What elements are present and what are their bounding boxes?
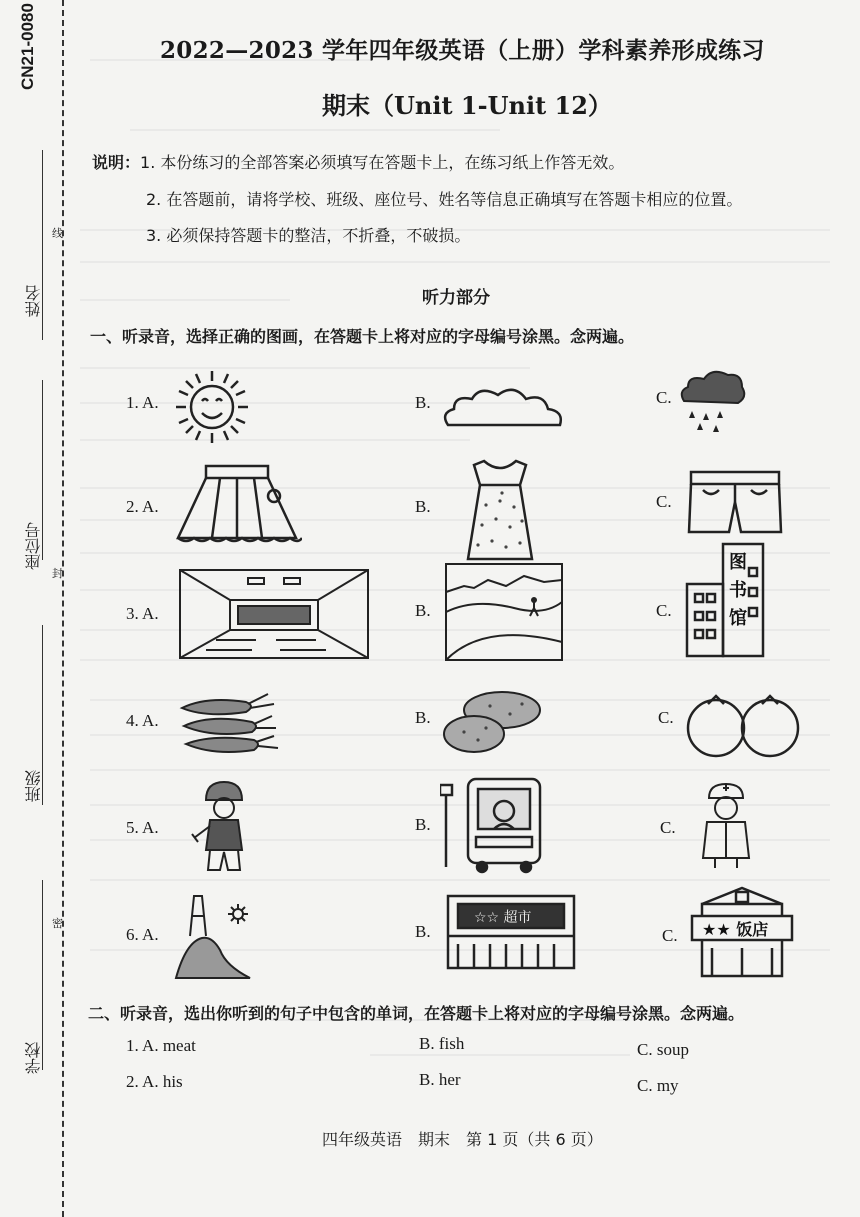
school-label: 学校 (24, 1042, 43, 1074)
option-label: B. (415, 601, 431, 620)
seat-label: 座位号 (24, 522, 43, 570)
binding-dashed-line (62, 0, 64, 1217)
option-label: B. (415, 815, 431, 834)
firefighter-icon (188, 778, 260, 874)
library-sign-char: 图 (729, 552, 747, 573)
paper-code: CN21-0080 (18, 3, 37, 90)
name-label: 姓名 (24, 285, 43, 317)
note-item: 2. 在答题前，请将学校、班级、座位号、姓名等信息正确填写在答题卡相应的位置。 (146, 190, 743, 209)
cut-mark-mi: 密 (52, 917, 63, 930)
option-label: 1. A. meat (126, 1036, 196, 1055)
bus-driver-icon (440, 775, 544, 875)
option-label: 3. A. (126, 604, 159, 623)
option-label: 2. A. (126, 497, 159, 516)
option-label: B. her (419, 1070, 461, 1089)
option-label: B. fish (419, 1034, 465, 1053)
note-line-1 (92, 150, 624, 173)
option-label: 2. A. his (126, 1072, 183, 1091)
class-label: 班级 (24, 770, 43, 802)
library-icon (683, 540, 773, 660)
option-label: C. (662, 926, 678, 945)
page-footer: 四年级英语 期末 第 1 页（共 6 页） (322, 1130, 603, 1149)
exam-subtitle: 期末（Unit 1-Unit 12） (322, 91, 612, 120)
cloud-icon (440, 383, 570, 433)
note-item: 1. 本份练习的全部答案必须填写在答题卡上，在练习纸上作答无效。 (140, 153, 625, 172)
carrot-icon (176, 686, 280, 756)
option-label: 5. A. (126, 818, 159, 837)
sun-icon (172, 367, 252, 447)
exam-title: 2022—2023 学年四年级英语（上册）学科素养形成练习 (160, 37, 765, 64)
shorts-icon (685, 468, 785, 540)
part1-instruction: 一、听录音，选择正确的图画，在答题卡上将对应的字母编号涂黑。念两遍。 (90, 327, 635, 346)
potato-icon (440, 688, 544, 756)
tomato-icon (682, 690, 802, 760)
supermarket-sign: ☆☆ 超市 (474, 910, 532, 926)
option-label: 6. A. (126, 925, 159, 944)
option-label: C. (660, 818, 676, 837)
option-label: C. soup (637, 1040, 689, 1059)
park-icon (444, 562, 564, 662)
library-sign-char: 书 (729, 580, 747, 601)
note-prefix: 说明： (92, 153, 141, 172)
part2-instruction: 二、听录音，选出你听到的句子中包含的单词，在答题卡上将对应的字母编号涂黑。念两遍。 (88, 1004, 745, 1023)
dress-icon (444, 455, 556, 567)
skirt-icon (172, 462, 302, 546)
option-label: C. (656, 388, 672, 407)
note-item: 3. 必须保持答题卡的整洁，不折叠，不破损。 (146, 226, 471, 245)
option-label: C. my (637, 1076, 679, 1095)
option-label: B. (415, 393, 431, 412)
cut-mark-xian: 线 (52, 227, 63, 240)
option-label: B. (415, 708, 431, 727)
library-sign-char: 馆 (729, 608, 747, 629)
restaurant-icon (688, 884, 796, 980)
option-label: B. (415, 497, 431, 516)
doctor-icon (693, 778, 759, 874)
supermarket-icon (444, 894, 578, 970)
option-label: C. (658, 708, 674, 727)
option-label: B. (415, 922, 431, 941)
rain-cloud-icon (676, 367, 748, 435)
classroom-icon (176, 566, 372, 662)
section-title: 听力部分 (422, 288, 490, 308)
option-label: C. (656, 601, 672, 620)
option-label: 1. A. (126, 393, 159, 412)
lighthouse-icon (172, 886, 272, 982)
option-label: 4. A. (126, 711, 159, 730)
cut-mark-feng: 封 (52, 567, 63, 580)
option-label: C. (656, 492, 672, 511)
restaurant-sign: ★★ 饭店 (702, 920, 769, 939)
